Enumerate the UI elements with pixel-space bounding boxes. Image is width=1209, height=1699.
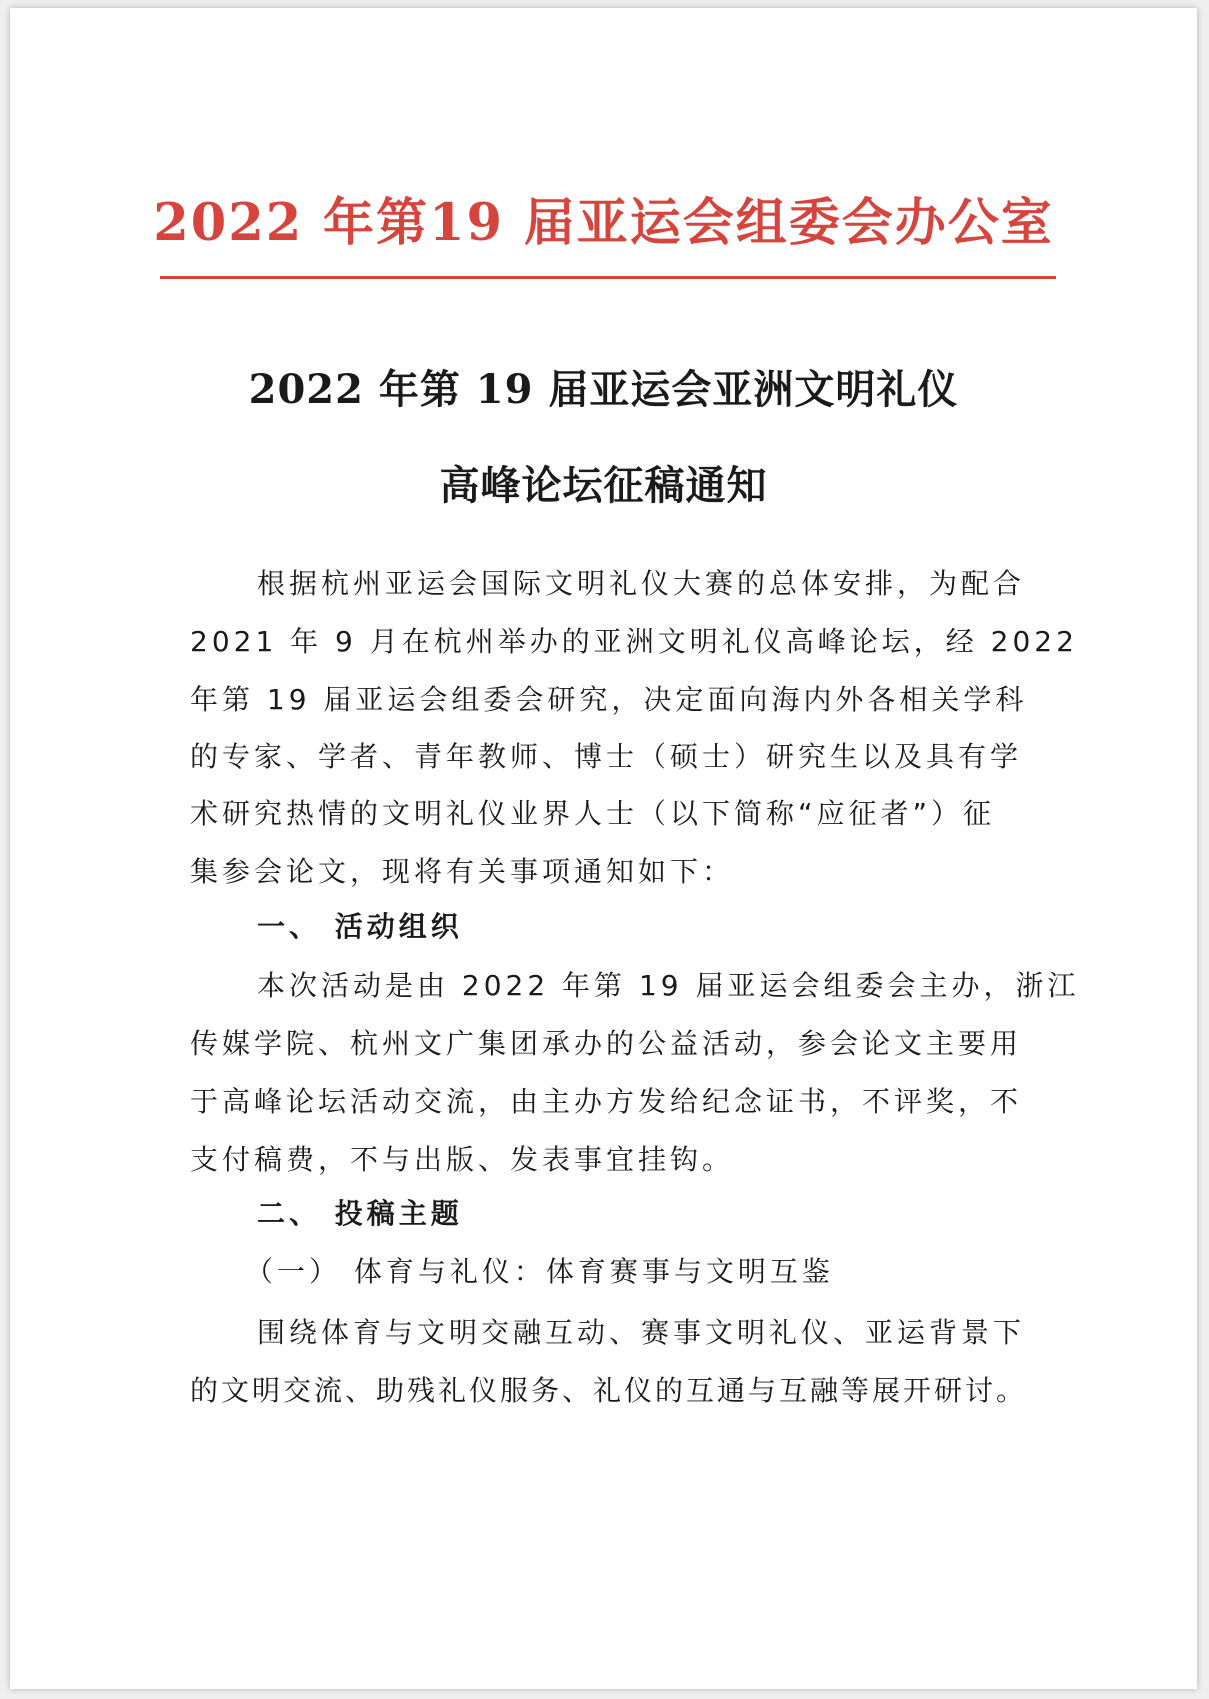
section1-line: 传媒学院、杭州文广集团承办的公益活动，参会论文主要用 xyxy=(190,1027,1023,1060)
document-page xyxy=(10,8,1197,1689)
intro-line: 年第 19 届亚运会组委会研究，决定面向海内外各相关学科 xyxy=(190,683,1028,716)
intro-line: 根据杭州亚运会国际文明礼仪大赛的总体安排，为配合 xyxy=(257,567,1026,600)
section1-line: 支付稿费，不与出版、发表事宜挂钩。 xyxy=(190,1143,735,1176)
intro-line: 术研究热情的文明礼仪业界人士（以下简称“应征者”）征 xyxy=(190,797,996,830)
document-title-line-1: 2022 年第 19 届亚运会亚洲文明礼仪 xyxy=(248,366,959,413)
red-header-rule xyxy=(160,276,1056,279)
section1-line: 于高峰论坛活动交流，由主办方发给纪念证书，不评奖，不 xyxy=(190,1085,1023,1118)
intro-line: 的专家、学者、青年教师、博士（硕士）研究生以及具有学 xyxy=(190,740,1023,773)
subsection1-line: 的文明交流、助残礼仪服务、礼仪的互通与互融等展开研讨。 xyxy=(190,1374,1028,1407)
intro-line: 2021 年 9 月在杭州举办的亚洲文明礼仪高峰论坛，经 2022 xyxy=(190,625,1078,658)
subsection-heading-sports-and-etiquette: （一） 体育与礼仪：体育赛事与文明互鉴 xyxy=(245,1255,834,1288)
document-title-line-2: 高峰论坛征稿通知 xyxy=(439,462,768,509)
section-heading-submission-topics: 二、 投稿主题 xyxy=(257,1197,463,1230)
subsection1-line: 围绕体育与文明交融互动、赛事文明礼仪、亚运背景下 xyxy=(257,1316,1026,1349)
intro-line: 集参会论文，现将有关事项通知如下： xyxy=(190,855,735,888)
issuing-office-header: 2022 年第19 届亚运会组委会办公室 xyxy=(153,193,1054,253)
section-heading-activity-organization: 一、 活动组织 xyxy=(257,910,463,943)
section1-line: 本次活动是由 2022 年第 19 届亚运会组委会主办，浙江 xyxy=(257,969,1080,1002)
